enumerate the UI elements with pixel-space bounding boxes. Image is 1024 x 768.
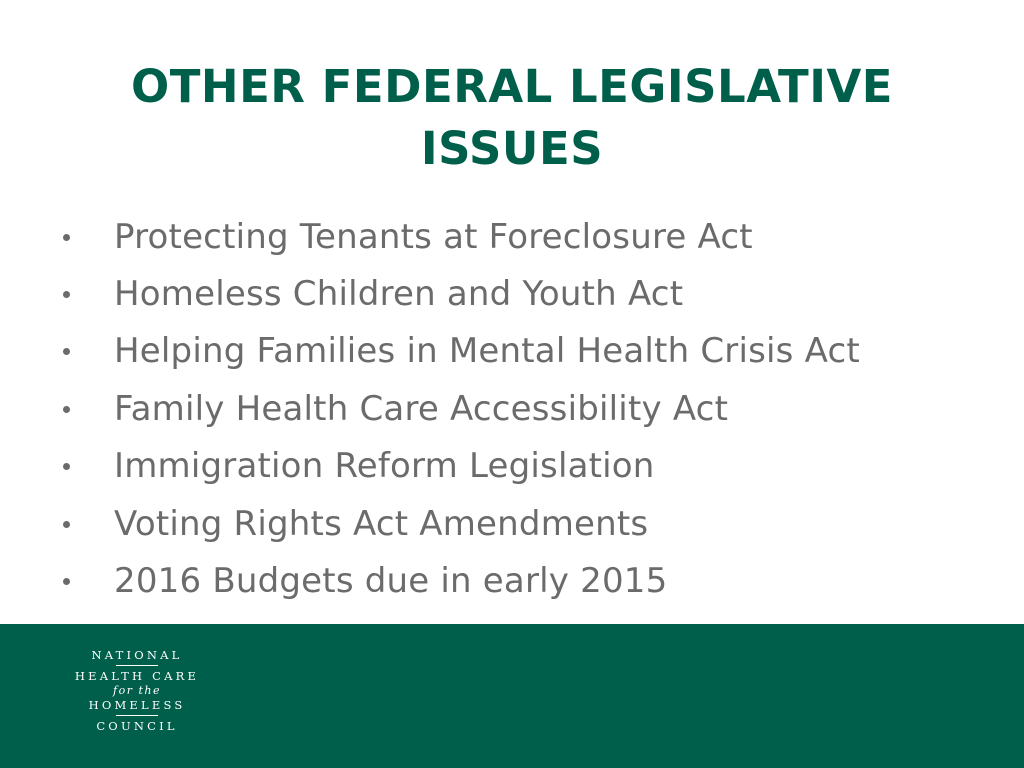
bullet-dot-icon: [63, 463, 70, 470]
logo-line-for-the: for the: [113, 684, 161, 697]
bullet-item: [56, 380, 986, 437]
bullet-text: Voting Rights Act Amendments: [114, 503, 649, 544]
bullet-text: Homeless Children and Youth Act: [114, 274, 684, 315]
bullet-text: Family Health Care Accessibility Act: [114, 388, 729, 429]
bullet-dot-icon: [63, 521, 70, 528]
bullet-dot-icon: [63, 578, 70, 585]
bullet-dot-icon: [63, 291, 70, 298]
bullet-text: Helping Families in Mental Health Crisis Act: [114, 331, 860, 372]
bullet-dot-icon: [63, 234, 70, 241]
logo-line-national: NATIONAL: [91, 648, 183, 662]
bullet-item: [56, 265, 986, 322]
bullet-item: [56, 438, 986, 495]
logo-line-council: COUNCIL: [96, 719, 178, 733]
bullet-text: Protecting Tenants at Foreclosure Act: [114, 216, 753, 257]
council-logo: [60, 648, 214, 734]
slide-title: OTHER FEDERAL LEGISLATIVE ISSUES: [130, 60, 894, 175]
bullet-item: [56, 552, 986, 609]
bullet-list: [56, 208, 986, 610]
logo-divider: [116, 715, 158, 716]
logo-line-health-care: HEALTH CARE: [74, 669, 200, 683]
bullet-item: [56, 208, 986, 265]
bullet-item: [56, 495, 986, 552]
logo-line-homeless: HOMELESS: [88, 698, 186, 712]
bullet-text: 2016 Budgets due in early 2015: [114, 561, 668, 602]
bullet-item: [56, 323, 986, 380]
bullet-text: Immigration Reform Legislation: [114, 446, 655, 487]
logo-divider: [116, 665, 158, 666]
bullet-dot-icon: [63, 348, 70, 355]
bullet-dot-icon: [63, 406, 70, 413]
